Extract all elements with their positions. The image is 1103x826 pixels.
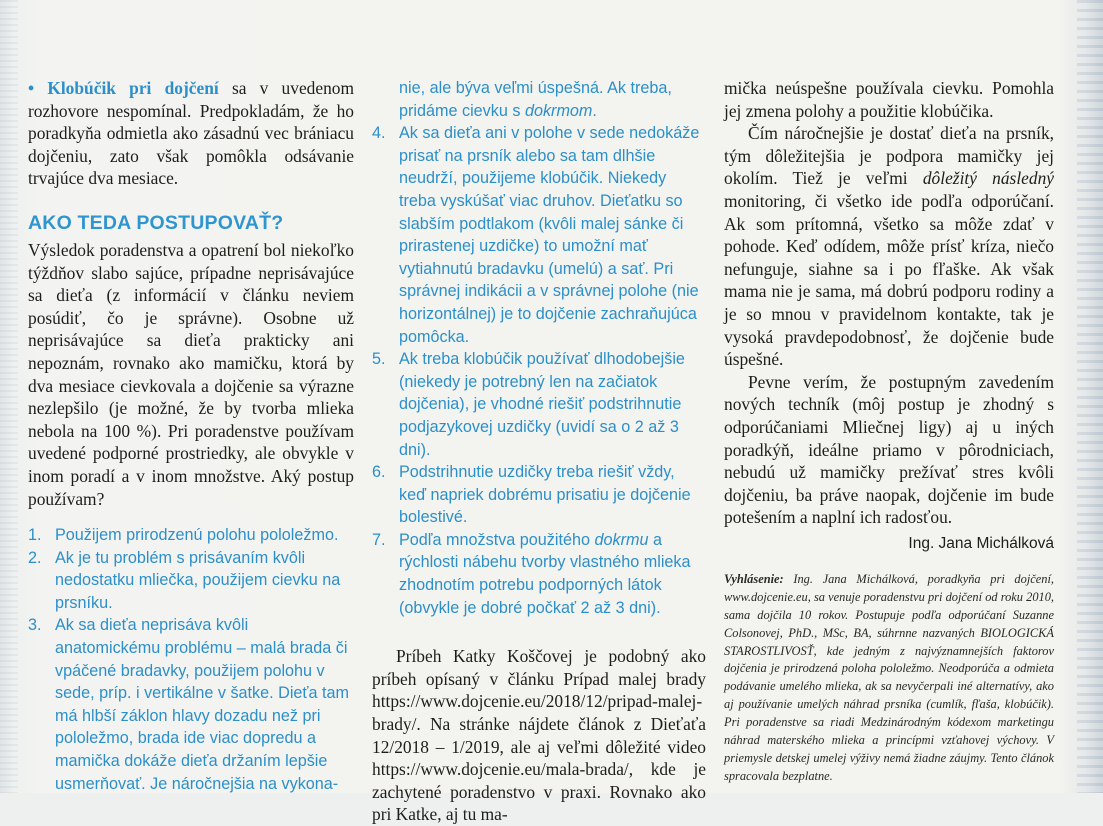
story-paragraph: Príbeh Katky Koščovej je podobný ako príbeh opísaný v článku Prípad malej brady https://www.dojcenie.eu/2018/12/pripad-malej-brady/. Na stránke nájdete článok z Dieťaťa 12/2018 – 1/2019, ale aj veľmi dôležité video https://www.dojcenie.eu/mala-brada/, kde je zachytené poradenstvo v praxi. Rovnako ako pri Katke, aj tu ma-	[372, 646, 706, 825]
step-text: Ak je tu problém s prisávaním kvôli nedostatku mliečka, použijem cievku na prsníku.	[55, 548, 341, 612]
next-page-bleed	[1077, 0, 1103, 793]
steps-list-part2	[372, 77, 706, 619]
paragraph-text: monitoring, či všetko ide podľa odporúčaní. Ak som prítomná, všetko sa môže zdať v pohode. Keď odídem, môže prísť kríza, niečo nefunguje, siahne sa i po fľaške. Ak však mama nie je sama, má dobrú podporu rodiny a je so mnou v pravidelnom kontakte, tak je vysoká pravdepodobnosť, že dojčenie bude úspešné.	[724, 190, 1054, 370]
step-text: Ak treba klobúčik používať dlhodobejšie (niekedy je potrebný len na začiatok dojčenia), je vhodné riešiť podstrihnutie podjazykovej uzdičky (uvidí sa o 2 až 3 dni).	[399, 350, 685, 459]
column-middle	[372, 77, 706, 826]
disclaimer	[724, 571, 1054, 786]
previous-page-bleed	[0, 0, 18, 793]
step-emphasis: dokrmu	[594, 530, 649, 549]
step-text: Podľa množstva použitého	[399, 530, 595, 549]
step-text: Podstrihnutie uzdičky treba riešiť vždy, keď napriek dobrému prisatiu je dojčenie bolestivé.	[399, 463, 691, 527]
step-emphasis: dokrmom	[524, 101, 593, 120]
step-text: Ak sa dieťa neprisáva kvôli anatomickému problému – malá brada či vpáčené bradavky, použijem polohu v sede, príp. i vertikálne v šatke. Dieťa tam má hlbší záklon hlavy dozadu než pri pololežmo, brada ide viac dopredu a mamička dokáže dieťa držaním lepšie usmerňovať. Je náročnejšia na vykona-	[55, 616, 349, 793]
step-text: .	[592, 101, 597, 120]
step-text: Použijem prirodzenú polohu pololežmo.	[55, 526, 339, 545]
author-signature: Ing. Jana Michálková	[908, 534, 1054, 552]
column-right	[724, 77, 1054, 786]
step-item	[372, 348, 706, 461]
intro-lead-term: Klobúčik pri dojčení	[47, 78, 219, 98]
intro-text: sa v uvedenom rozhovore nespomínal. Predpokladám, že ho poradkyňa odmietla ako zásadnú vec brániacu dojčeniu, zato však pomôkla odsávanie trvajúce dva mesiace.	[28, 78, 355, 189]
step-number: 3.	[28, 616, 42, 635]
step-item	[372, 529, 706, 619]
step-text: Ak sa dieťa ani v polohe v sede nedokáže prisať na prsník alebo sa tam dlhšie neudrží, použijeme klobúčik. Niekedy treba vyskúšať viac druhov. Dieťatku so slabším podtlakom (kvôli malej sánke či prirastenej uzdičke) to umožní mať vytiahnutú bradavku (umelú) a sať. Pri správnej indikácii a v správnej polohe (nie horizontálnej) je to dojčenie zachraňujúca pomôcka.	[399, 124, 700, 346]
paragraph-text: Čím náročnejšie je dostať dieťa na prsník, tým dôležitejšia je podpora mamičky jej okolím. Tiež je veľmi	[724, 123, 1054, 189]
step-number: 6.	[372, 463, 386, 482]
body-paragraph: Výsledok poradenstva a opatrení bol niekoľko týždňov slabo sajúce, prípadne neprisávajúce sa dieťa (z informácií v článku neviem posúdiť, čo je správne). Osobne už neprisávajúce sa dieťa prakticky ani nepoznám, rovnako ako mamičku, ktorá by dva mesiace cievkovala a dojčenie sa výrazne nezlepšilo (je možné, že by tvorba mlieka nebola na 100 %). Pri poradenstve používam uvedené podporné prostriedky, ale obvykle v inom poradí a v inom množstve. Aký postup používam?	[28, 239, 354, 509]
step-number: 7.	[372, 530, 386, 549]
step-item	[372, 122, 706, 348]
step-number: 1.	[28, 526, 42, 545]
intro-paragraph	[28, 77, 354, 190]
disclaimer-text: Ing. Jana Michálková, poradkyňa pri dojčení, www.dojcenie.eu, sa venuje poradenstvu pri dojčení od roku 2010, sama dojčila 10 rokov. Postupuje podľa odporúčaní Suzanne Colsonovej, PhD., MSc, BA, súhrnne nazvaných BIOLOGICKÁ STAROSTLIVOSŤ, kde jedným z najvýznamnejších faktorov dojčenia je prirodzená poloha pololežmo. Neodporúča a odmieta podávanie umelého mlieka, ak sa nevyčerpali iné alternatívy, ako aj používanie umelých náhrad prsníka (cumlík, fľaša, klobúčik). Pri poradenstve sa riadi Medzinárodným kódexom marketingu náhrad materského mlieka a princípmi vzťahovej výchovy. V priemysle detskej umelej výživy nemá žiadne záujmy. Tento článok spracovala bezplatne.	[724, 571, 1054, 783]
support-paragraph	[724, 122, 1054, 371]
step-number: 5.	[372, 350, 386, 369]
step-text: nie, ale býva veľmi úspešná. Ak treba, pridáme cievku s	[399, 79, 672, 120]
step-number: 2.	[28, 548, 42, 567]
step-text: a rýchlosti nábehu tvorby vlastného mlieka zhodnotím potrebu podporných látok (obvykle je dobré počkať 2 až 3 dni).	[399, 530, 691, 617]
step-continuation	[372, 77, 706, 122]
paragraph-emphasis: dôležitý následný	[922, 168, 1054, 189]
step-item	[28, 547, 354, 615]
section-heading: AKO TEDA POSTUPOVAŤ?	[28, 211, 284, 234]
steps-list-part1	[28, 524, 354, 795]
step-item	[28, 614, 354, 795]
closing-paragraph: Pevne verím, že postupným zavedením nových techník (môj postup je zhodný s odporúčaniami Mliečnej ligy) aj u iných poradkýň, ideálne priamo v pôrodniciach, nebudú už mamičky prežívať stres kvôli dojčeniu, ba práve naopak, dojčenie im bude potešením a naplní ich radosťou.	[724, 371, 1054, 528]
continuation-paragraph: mička neúspešne používala cievku. Pomohla jej zmena polohy a použitie klobúčika.	[724, 78, 1054, 121]
step-number: 4.	[372, 124, 386, 143]
step-item	[28, 524, 354, 547]
disclaimer-lead: Vyhlásenie:	[724, 571, 784, 586]
column-left	[28, 77, 354, 795]
bullet-marker: •	[28, 78, 35, 98]
step-item	[372, 461, 706, 529]
